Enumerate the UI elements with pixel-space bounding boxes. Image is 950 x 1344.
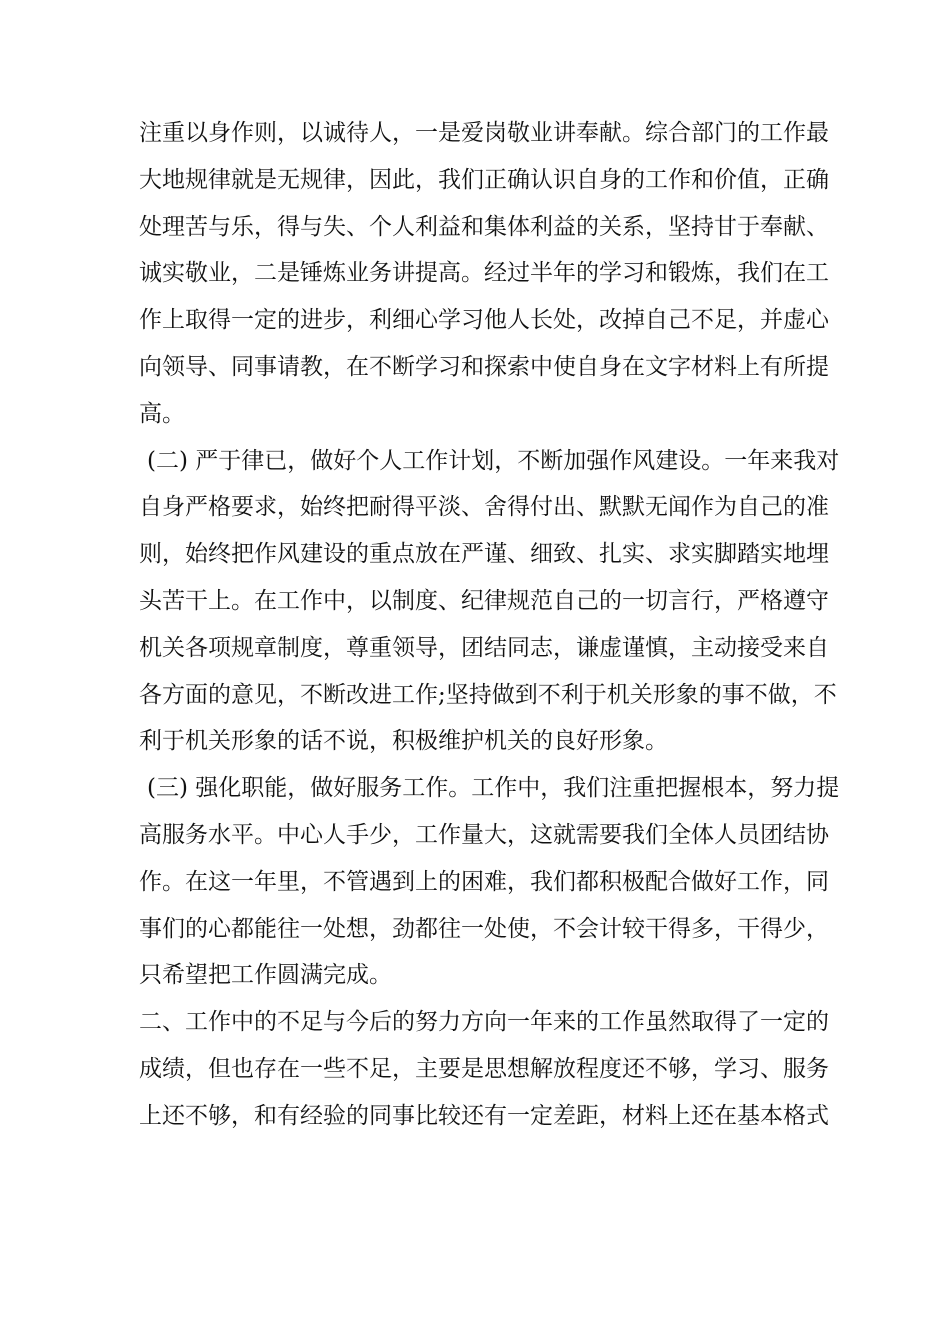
text-line: 各方面的意见，不断改进工作;坚持做到不利于机关形象的事不做，不 — [139, 681, 837, 708]
text-line: 二、工作中的不足与今后的努力方向一年来的工作虽然取得了一定的 — [139, 1009, 829, 1036]
text-line: 则，始终把作风建设的重点放在严谨、细致、扎实、求实脚踏实地埋 — [139, 541, 829, 568]
text-line: (三) 强化职能，做好服务工作。工作中，我们注重把握根本，努力提 — [147, 775, 840, 802]
text-line: 处理苦与乐，得与失、个人利益和集体利益的关系，坚持甘于奉献、 — [139, 213, 829, 240]
text-line: (二) 严于律已，做好个人工作计划，不断加强作风建设。一年来我对 — [147, 447, 840, 474]
text-line: 注重以身作则，以诚待人，一是爱岗敬业讲奉献。综合部门的工作最 — [139, 120, 829, 146]
text-line: 高服务水平。中心人手少，工作量大，这就需要我们全体人员团结协 — [139, 821, 829, 848]
text-line: 作上取得一定的进步，利细心学习他人长处，改掉自己不足，并虚心 — [139, 307, 829, 334]
text-line: 事们的心都能往一处想，劲都往一处使，不会计较干得多，干得少， — [139, 915, 829, 942]
text-line: 机关各项规章制度，尊重领导，团结同志，谦虚谨慎，主动接受来自 — [139, 634, 829, 661]
text-line: 只希望把工作圆满完成。 — [139, 962, 392, 989]
text-line: 大地规律就是无规律，因此，我们正确认识自身的工作和价值，正确 — [139, 166, 829, 193]
text-line: 上还不够，和有经验的同事比较还有一定差距，材料上还在基本格式 — [139, 1102, 829, 1129]
text-line: 成绩，但也存在一些不足，主要是思想解放程度还不够，学习、服务 — [139, 1055, 829, 1082]
document-body — [139, 110, 840, 1140]
text-line: 利于机关形象的话不说，积极维护机关的良好形象。 — [139, 728, 668, 755]
text-line: 头苦干上。在工作中，以制度、纪律规范自己的一切言行，严格遵守 — [139, 587, 829, 614]
text-line: 诚实敬业，二是锤炼业务讲提高。经过半年的学习和锻炼，我们在工 — [139, 260, 829, 287]
text-line: 向领导、同事请教，在不断学习和探索中使自身在文字材料上有所提 — [139, 353, 829, 380]
text-line: 高。 — [139, 400, 185, 427]
text-line: 作。在这一年里，不管遇到上的困难，我们都积极配合做好工作，同 — [139, 868, 829, 895]
text-line: 自身严格要求，始终把耐得平淡、舍得付出、默默无闻作为自己的准 — [139, 494, 829, 521]
